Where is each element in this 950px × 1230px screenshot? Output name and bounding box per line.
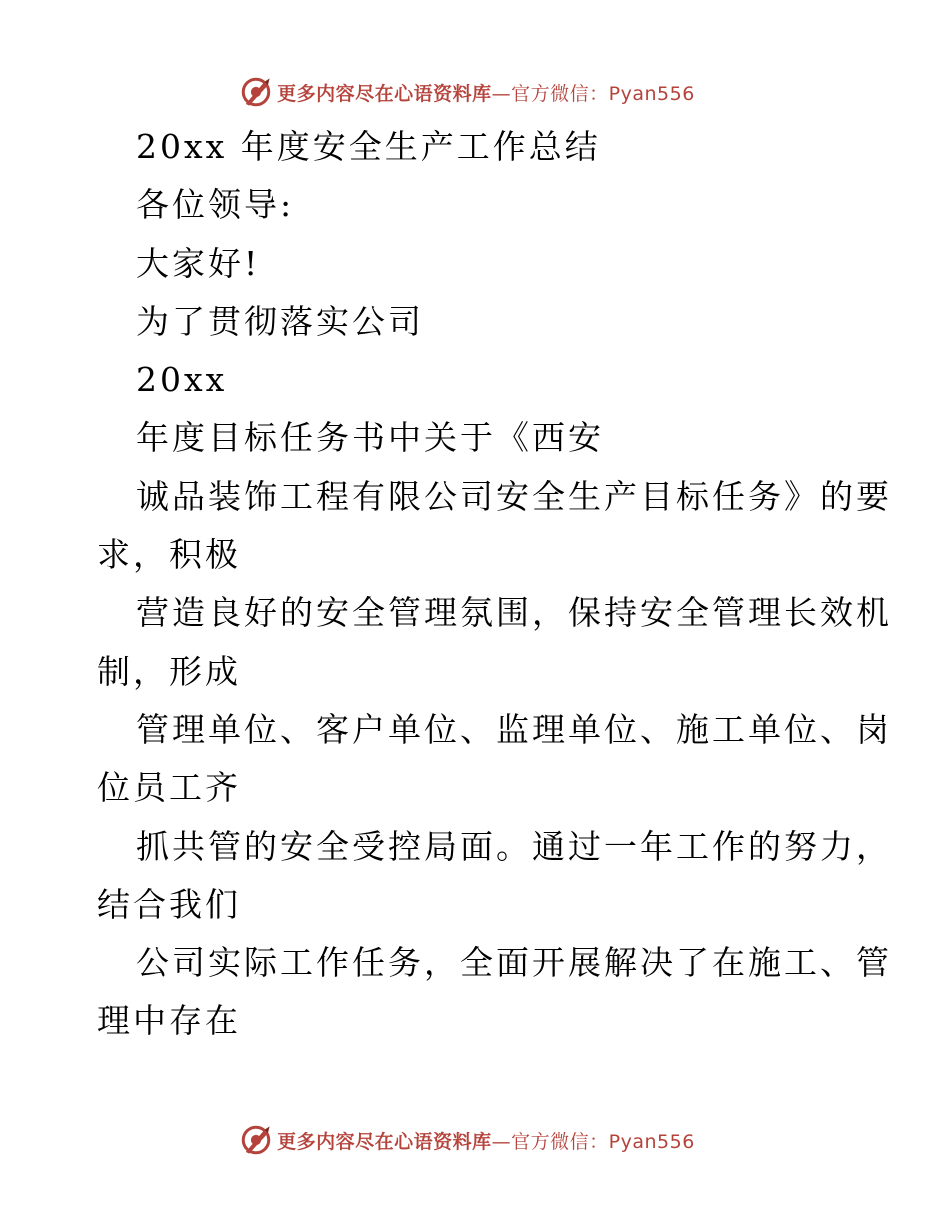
- footer-watermark-banner: [0, 1120, 950, 1160]
- body-line: 营造良好的安全管理氛围，保持安全管理长效机: [136, 593, 892, 633]
- body-line: 公司实际工作任务，全面开展解决了在施工、管: [136, 943, 892, 983]
- header-watermark-banner: [0, 72, 950, 112]
- body-line: 求，积极: [97, 535, 241, 575]
- watermark-sub-text: —官方微信：Pyan556: [491, 1130, 695, 1153]
- header-watermark: [239, 75, 695, 109]
- body-line: 诚品装饰工程有限公司安全生产目标任务》的要: [136, 476, 892, 516]
- body-line: 20xx: [136, 360, 228, 400]
- body-line: 理中存在: [97, 1001, 241, 1041]
- footer-watermark: [239, 1123, 695, 1157]
- body-line: 为了贯彻落实公司: [136, 301, 424, 341]
- salutation: 各位领导:: [136, 185, 295, 225]
- watermark-main-text: 更多内容尽在心语资料库: [277, 82, 492, 105]
- document-title: 20xx 年度安全生产工作总结: [136, 127, 601, 166]
- body-line: 抓共管的安全受控局面。通过一年工作的努力，: [136, 826, 892, 866]
- watermark-text: [277, 1127, 695, 1154]
- body-line: 管理单位、客户单位、监理单位、施工单位、岗: [136, 709, 892, 749]
- pen-logo-icon: [239, 1123, 273, 1157]
- document-body: [97, 118, 892, 1051]
- body-line: 制，形成: [97, 651, 241, 691]
- body-line: 年度目标任务书中关于《西安: [136, 418, 604, 458]
- greeting: 大家好!: [136, 243, 261, 283]
- body-line: 结合我们: [97, 884, 241, 924]
- watermark-text: [277, 79, 695, 106]
- watermark-main-text: 更多内容尽在心语资料库: [277, 1130, 492, 1153]
- pen-logo-icon: [239, 75, 273, 109]
- watermark-sub-text: —官方微信：Pyan556: [491, 82, 695, 105]
- body-line: 位员工齐: [97, 768, 241, 808]
